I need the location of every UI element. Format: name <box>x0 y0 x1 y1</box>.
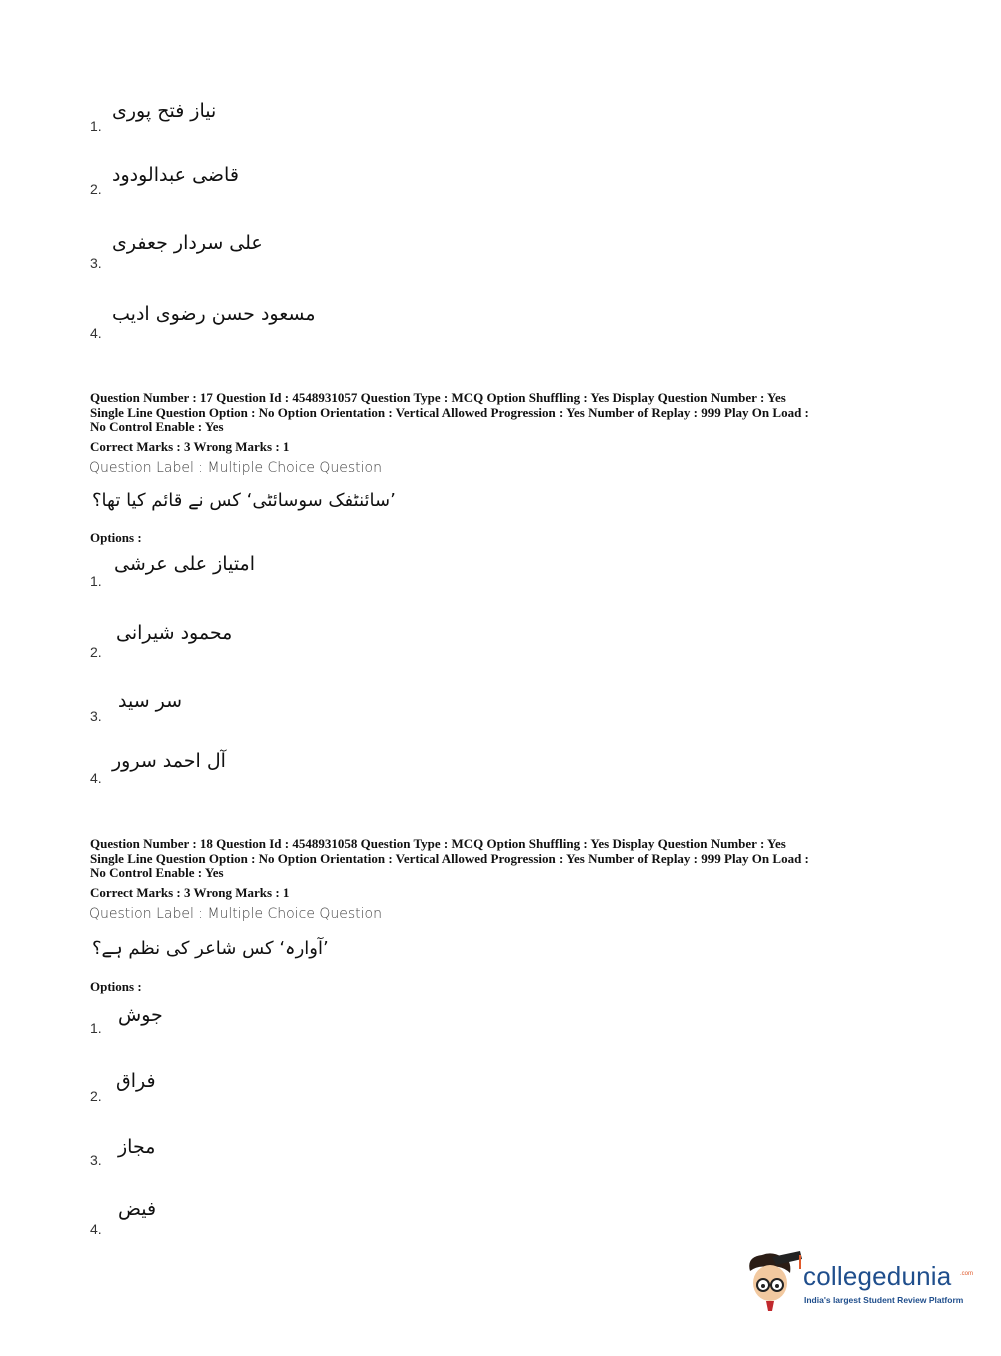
option-text: قاضی عبدالودود <box>112 164 239 186</box>
options-heading: Options : <box>90 979 142 994</box>
question-text: ’سائنٹفک سوسائٹی‘ کس نے قائم کیا تھا؟ <box>92 490 396 511</box>
logo-tagline: India's largest Student Review Platform <box>804 1295 964 1305</box>
question-meta-line: Single Line Question Option : No Option Orientation : Vertical Allowed Progression : Yes Number of Replay : 999 Play On Load : <box>90 850 809 866</box>
option-text: مجاز <box>118 1136 156 1158</box>
option-number: 3. <box>90 255 102 271</box>
logo-brand: collegedunia <box>803 1261 952 1291</box>
option-text: جوش <box>118 1004 163 1026</box>
option-number: 1. <box>90 118 102 134</box>
question-meta-line: Question Number : 18 Question Id : 4548931058 Question Type : MCQ Option Shuffling : Yes Display Question Number : Yes <box>90 836 786 851</box>
option-number: 4. <box>90 770 102 786</box>
option-text: فیض <box>118 1198 157 1220</box>
question-label: Question Label : Multiple Choice Question <box>89 460 382 476</box>
question-marks: Correct Marks : 3 Wrong Marks : 1 <box>90 439 290 454</box>
question-label: Question Label : Multiple Choice Question <box>89 906 382 922</box>
option-number: 2. <box>90 644 102 660</box>
question-meta-line: Single Line Question Option : No Option Orientation : Vertical Allowed Progression : Yes Number of Replay : 999 Play On Load : <box>90 404 809 420</box>
option-number: 1. <box>90 573 102 589</box>
question-meta-line: No Control Enable : Yes <box>90 865 224 880</box>
option-number: 2. <box>90 181 102 197</box>
option-text: محمود شیرانی <box>116 622 233 644</box>
options-heading: Options : <box>90 530 142 545</box>
logo-dotcom: .com <box>960 1271 974 1277</box>
option-number: 3. <box>90 1152 102 1168</box>
question-meta-line: Question Number : 17 Question Id : 4548931057 Question Type : MCQ Option Shuffling : Yes Display Question Number : Yes <box>90 390 786 405</box>
option-text: نیاز فتح پوری <box>112 100 217 122</box>
option-number: 4. <box>90 325 102 341</box>
option-number: 3. <box>90 708 102 724</box>
question-meta-line: No Control Enable : Yes <box>90 419 224 434</box>
option-number: 1. <box>90 1020 102 1036</box>
collegedunia-logo <box>742 1247 972 1317</box>
mascot-icon <box>742 1249 804 1315</box>
question-marks: Correct Marks : 3 Wrong Marks : 1 <box>90 885 290 900</box>
option-text: فراق <box>116 1070 156 1092</box>
option-number: 2. <box>90 1088 102 1104</box>
option-number: 4. <box>90 1221 102 1237</box>
option-text: علی سردار جعفری <box>112 232 263 254</box>
question-text: ’آوارہ‘ کس شاعر کی نظم ہے؟ <box>92 938 329 959</box>
option-text: امتیاز علی عرشی <box>114 553 256 575</box>
option-text: مسعود حسن رضوی ادیب <box>112 303 316 325</box>
option-text: سر سید <box>118 690 183 712</box>
option-text: آل احمد سرور <box>112 750 226 772</box>
